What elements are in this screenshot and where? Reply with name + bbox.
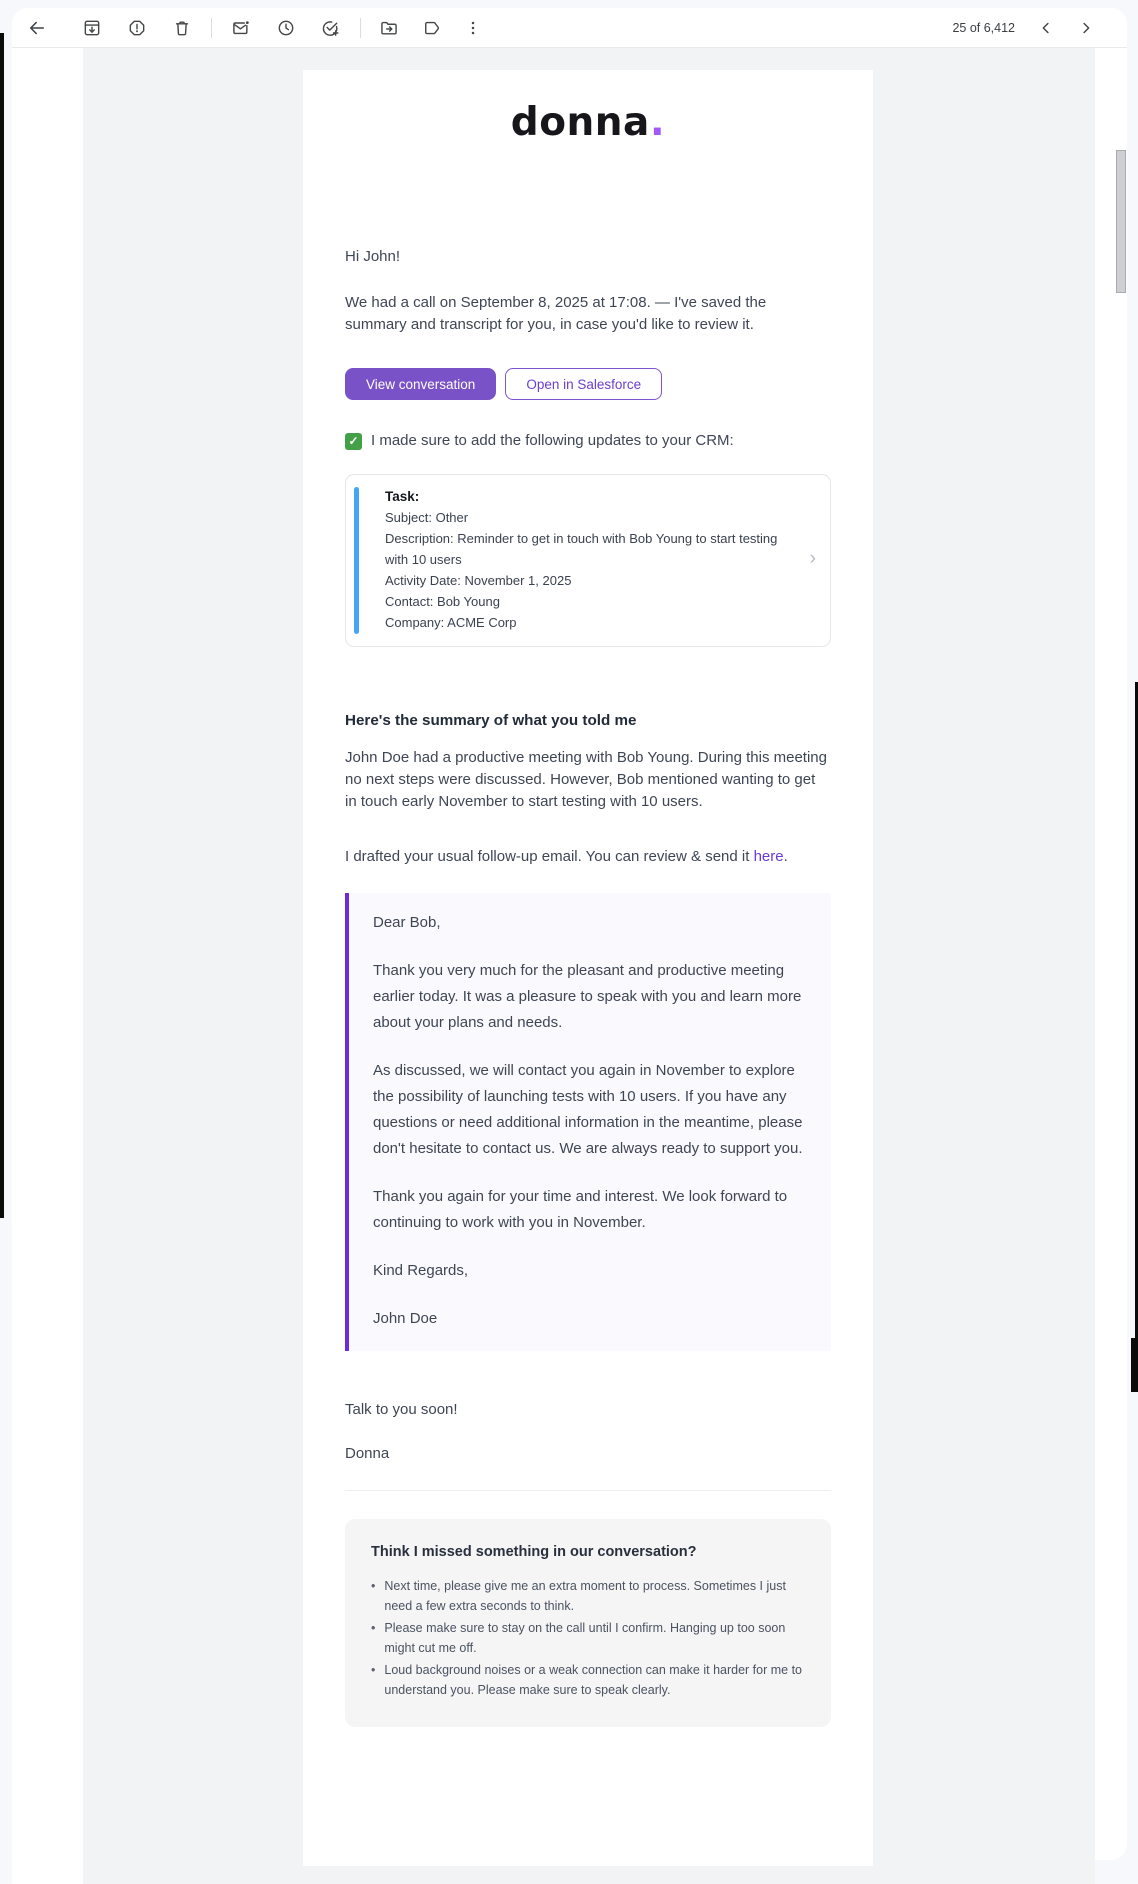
task-accent-bar	[354, 487, 359, 634]
view-conversation-button[interactable]: View conversation	[345, 368, 496, 400]
delete-button[interactable]	[162, 8, 202, 48]
footer-tip: • Loud background noises or a weak connection can make it harder for me to understand you. Please make sure to speak clearly.	[371, 1661, 805, 1700]
arrow-left-icon	[27, 18, 47, 38]
snooze-button[interactable]	[266, 8, 306, 48]
quote-paragraph: Thank you very much for the pleasant and productive meeting earlier today. It was a pleasure to speak with you and learn more about your plans and needs.	[373, 962, 802, 1031]
task-field-activity-date: Activity Date: November 1, 2025	[385, 573, 572, 588]
back-button[interactable]	[17, 8, 57, 48]
scrollbar-thumb[interactable]	[1116, 150, 1126, 293]
archive-icon	[82, 18, 102, 38]
more-vert-icon	[463, 18, 483, 38]
divider	[345, 1490, 831, 1491]
bullet-icon: •	[371, 1621, 376, 1635]
summary-body: John Doe had a productive meeting with Bob Young. During this meeting no next steps were discussed. However, Bob mentioned wanting to get in touch early November to start testing with 10 users.	[345, 749, 827, 810]
email-body	[303, 70, 873, 1866]
mail-unread-icon	[231, 18, 251, 38]
archive-button[interactable]	[72, 8, 112, 48]
footer-tip: • Next time, please give me an extra moment to process. Sometimes I just need a few extra seconds to think.	[371, 1577, 805, 1616]
move-to-button[interactable]	[369, 8, 409, 48]
folder-move-icon	[379, 18, 399, 38]
cta-button-row	[345, 368, 831, 400]
label-tag-icon	[422, 18, 442, 38]
older-email-button[interactable]	[1066, 8, 1106, 48]
scrollbar-track[interactable]	[1095, 48, 1127, 1860]
chevron-right-icon	[1077, 19, 1095, 37]
toolbar-divider	[211, 18, 212, 38]
add-to-tasks-icon	[320, 18, 340, 38]
pagination-count: 25 of 6,412	[952, 21, 1015, 35]
crm-note-text: I made sure to add the following updates to your CRM:	[371, 432, 734, 449]
trash-icon	[172, 18, 192, 38]
clock-icon	[276, 18, 296, 38]
chevron-left-icon	[1037, 19, 1055, 37]
bullet-icon: •	[371, 1663, 376, 1677]
quote-paragraph: John Doe	[373, 1310, 438, 1327]
quote-paragraph: As discussed, we will contact you again in November to explore the possibility of launching tests with 10 users. If you have any questions or need additional information in the meantime, please don't hesitate to contact us. We are always ready to support you.	[373, 1062, 803, 1157]
chevron-right-icon: ›	[809, 547, 816, 569]
mark-unread-button[interactable]	[221, 8, 261, 48]
toolbar-divider	[360, 18, 361, 38]
newer-email-button[interactable]	[1026, 8, 1066, 48]
report-spam-icon	[127, 18, 147, 38]
task-card-title: Task:	[385, 489, 420, 504]
draft-email-line: I drafted your usual follow-up email. You can review & send it here.	[345, 848, 788, 865]
add-to-tasks-button[interactable]	[310, 8, 350, 48]
task-field-contact: Contact: Bob Young	[385, 594, 500, 609]
drafted-email-quote	[345, 893, 831, 1351]
window-edge-artifact-left	[0, 33, 4, 1218]
donna-logo: donna.	[510, 100, 666, 145]
more-options-button[interactable]	[453, 8, 493, 48]
tips-footer-card	[345, 1519, 831, 1727]
report-spam-button[interactable]	[117, 8, 157, 48]
summary-heading: Here's the summary of what you told me	[345, 712, 637, 729]
quote-paragraph: Kind Regards,	[373, 1262, 469, 1279]
greeting-text: Hi John!	[345, 248, 401, 265]
quote-paragraph: Thank you again for your time and interest. We look forward to continuing to work with you in November.	[373, 1188, 788, 1231]
labels-button[interactable]	[412, 8, 452, 48]
bullet-icon: •	[371, 1579, 376, 1593]
crm-update-line	[345, 430, 831, 452]
intro-text: We had a call on September 8, 2025 at 17:08. — I've saved the summary and transcript for you, in case you'd like to review it.	[345, 294, 767, 333]
task-field-description: Description: Reminder to get in touch with Bob Young to start testing with 10 users	[385, 531, 778, 567]
task-field-subject: Subject: Other	[385, 510, 469, 525]
email-toolbar	[12, 8, 1127, 48]
closing-text: Talk to you soon!	[345, 1401, 458, 1418]
crm-task-card[interactable]	[345, 474, 831, 647]
quote-paragraph: Dear Bob,	[373, 914, 441, 931]
check-emoji-icon: ✓	[345, 433, 362, 450]
left-rail	[12, 48, 83, 1884]
logo-dot: .	[649, 100, 666, 145]
review-draft-link[interactable]: here	[753, 848, 784, 865]
footer-tip: • Please make sure to stay on the call until I confirm. Hanging up too soon might cut me off.	[371, 1619, 805, 1658]
open-in-salesforce-button[interactable]: Open in Salesforce	[505, 368, 662, 400]
signature-text: Donna	[345, 1445, 390, 1462]
footer-title: Think I missed something in our conversation?	[371, 1544, 697, 1560]
window-edge-artifact-right-block	[1131, 1338, 1138, 1392]
footer-tips-list	[371, 1577, 805, 1700]
task-field-company: Company: ACME Corp	[385, 615, 517, 630]
